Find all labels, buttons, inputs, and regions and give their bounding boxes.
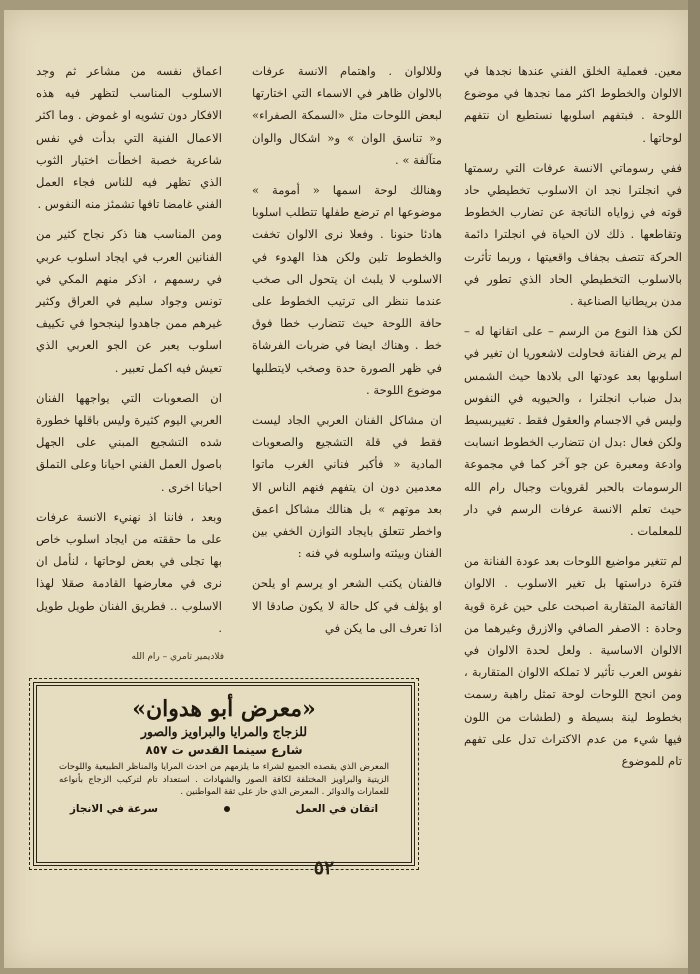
ad-footer: [37, 803, 411, 815]
ad-body-text: المعرض الذي يقصده الجميع لشراء ما يلزمهم من احدث المرايا والمناظر الطبيعية واللوحات الزيتية والبراويز المختلفة لكافة الصور والشهادات . استعداد تام لتركيب الزجاج بأنواعه للعمارات والدوائر . المعرض الذي حاز على ثقة المواطنين .: [59, 762, 389, 797]
paragraph: ان مشاكل الفنان العربي الجاد ليست فقط في قلة التشجيع والصعوبات المادية « فأكبر فناني الغرب ماتوا معدمين دون ان يتفهم فنهم الناس الا بعد موتهم » بل هنالك مشاكل اعمق واخطر تتعلق بايجاد التوازن الخفي بين الفنان وبيئته واسلوبه في فنه :: [252, 413, 442, 561]
page-edge-shadow: [688, 0, 700, 974]
text-column-left: [36, 60, 222, 639]
paragraph: اعماق نفسه من مشاعر ثم وجد الاسلوب المناسب لتظهر فيه هذه الافكار دون تشويه او غموض . وما اكثر الاعمال الفنية التي بدأت في نفس شاعرية خصبة اخطأت اختيار الثوب الذي تظهر فيه للناس فجاء العمل الفني غامضا تافها تشمئز منه النفوس .: [36, 64, 222, 212]
ad-address: شارع سينما القدس ت ٨٥٧: [145, 743, 303, 757]
ad-subtitle: للزجاج والمرايا والبراويز والصور: [140, 724, 308, 739]
ad-title: «معرض أبو هدوان»: [132, 696, 316, 722]
paragraph: ومن المناسب هنا ذكر نجاح كثير من الفنانين العرب في ايجاد اسلوب عربي في رسمهم ، اذكر منهم المكي في تونس وجواد سليم في العراق وكثير غيرهم ممن جاهدوا لينجحوا في تكييف اسلوب يعبر عن الجو العربي الذي تعيش فيه اكمل تعبير .: [36, 227, 222, 375]
paragraph: وهنالك لوحة اسمها « أمومة » موضوعها ام ترضع طفلها تتطلب اسلوبا هادئا حنونا . وفعلا نرى الالوان تخفت والخطوط تلين ولكن هذا الهدوء في الاسلوب لا يلبث ان يتحول الى صخب عندما ننظر الى ترتيب الخطوط على حافة اللوحة حيث تتضارب خطا فوق خط . وهناك ايضا في ضربات الفرشاة في ظهر الصورة حدة وصخب لايتطلبها موضوع اللوحة .: [252, 183, 442, 397]
paragraph: وللالوان . واهتمام الانسة عرفات بالالوان ظاهر في الاسماء التي اختارتها لبعض اللوحات مثل «السمكة الصفراء» و« تناسق الوان » و« اشكال والوان متآلفة » .: [252, 64, 442, 167]
paragraph: فالفنان يكتب الشعر او يرسم او يلحن او يؤلف في كل حالة لا يكون صادقا الا اذا تعرف الى ما يكن في: [252, 576, 442, 635]
text-column-middle: [252, 60, 442, 639]
ad-slogan-left: سرعة في الانجاز: [69, 802, 158, 815]
author-signature: فلاديمير تامري – رام الله: [131, 652, 224, 662]
paragraph: لم تتغير مواضيع اللوحات بعد عودة الفنانة من فترة دراستها بل تغير الاسلوب . الالوان القاتمة المتقاربة اصبحت على حين غرة قوية وحادة : الاصفر الصافي والازرق وغيرهما من الالوان الاساسية . ولعل لحدة الالوان في نفوس العرب تأثير لا تملكه الالوان المتقاربة ، ومن انجح اللوحات لوحة تمثل راهبة رسمت بخطوط لينة بسيطة و (لطشات من اللون فيها شيء من عدم الاكتراث تدل على تفهم تام للموضوع: [464, 554, 682, 769]
paragraph: ففي رسوماتي الانسة عرفات التي رسمتها في انجلترا نجد ان الاسلوب تخطيطي حاد قوته في زواياه الناتجة عن تضارب الخطوط وتقاطعها . ذلك لان الحياة في انجلترا دائمة الحركة تتصف بجفاف واقعيتها ، وربما تأثرت بالاسلوب التخطيطي الحاد الذي تطور في مدن بريطانيا الصناعية .: [464, 160, 682, 309]
advertisement-box: [33, 682, 415, 866]
bullet-icon: [224, 806, 230, 812]
text-column-right: [464, 60, 682, 772]
paragraph: معين. فعملية الخلق الفني عندها نجدها في الالوان والخطوط اكثر مما نجدها في موضوع اللوحة . فبتفهم اسلوبها نستطيع ان نتفهم لوحاتها .: [464, 64, 682, 145]
page-number: ٥٢: [313, 857, 335, 879]
paragraph: لكن هذا النوع من الرسم – على اتقانها له – لم يرض الفنانة فحاولت لاشعوريا ان تغير في اسلوبها بعد عودتها الى بلادها حيث الشمس بدل ضباب انجلترا ، والحيويه في النفوس وليس في الاجسام والعقول فقط . تغييربسيط ولكن فعال :بدل ان تتضارب الخطوط انسابت وادعة ومعبرة عن جو آخر كما في مجموعة الرسومات بالحبر لقرويات وجبال رام الله حيث تعلم الانسة عرفات الرسم في دار للمعلمات .: [464, 324, 682, 539]
ad-slogan-right: اتقان في العمل: [295, 802, 379, 815]
paragraph: ان الصعوبات التي يواجهها الفنان العربي اليوم كثيرة وليس باقلها خطورة شده التشجيع المبني على الجهل باصول العمل الفني احيانا وعلى التملق احيانا اخرى .: [36, 390, 222, 494]
paragraph: وبعد ، فاننا اذ نهنيء الانسة عرفات على ما حققته من ايجاد اسلوب خاص بها تجلى في بعض لوحاتها ، لنأمل ان نرى في معارضها القادمة صقلا لهذا الاسلوب .. فطريق الفنان طويل طويل .: [36, 509, 222, 635]
